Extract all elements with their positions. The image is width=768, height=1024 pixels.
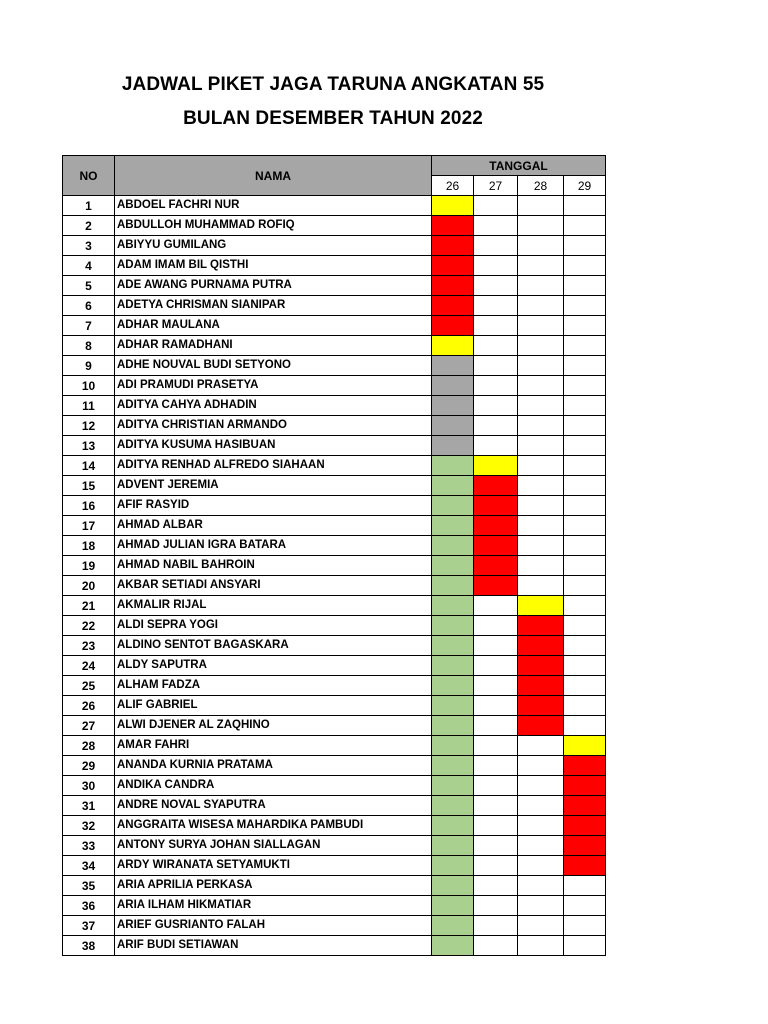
duty-cell-day-26: [432, 376, 474, 396]
duty-cell-day-28: [518, 256, 564, 276]
cadet-name: ARIEF GUSRIANTO FALAH: [115, 916, 432, 936]
duty-cell-day-26: [432, 356, 474, 376]
row-number: 7: [63, 316, 115, 336]
table-row: [63, 496, 606, 516]
duty-cell-day-28: [518, 876, 564, 896]
cadet-name: AHMAD NABIL BAHROIN: [115, 556, 432, 576]
duty-cell-day-28: [518, 456, 564, 476]
duty-cell-day-28: [518, 556, 564, 576]
duty-cell-day-27: [474, 356, 518, 376]
duty-cell-day-27: [474, 496, 518, 516]
duty-cell-day-27: [474, 736, 518, 756]
duty-cell-day-29: [564, 576, 606, 596]
table-row: [63, 396, 606, 416]
row-number: 22: [63, 616, 115, 636]
duty-cell-day-28: [518, 236, 564, 256]
cadet-name: AKBAR SETIADI ANSYARI: [115, 576, 432, 596]
table-row: [63, 836, 606, 856]
cadet-name: ALHAM FADZA: [115, 676, 432, 696]
duty-cell-day-29: [564, 256, 606, 276]
cadet-name: ADITYA KUSUMA HASIBUAN: [115, 436, 432, 456]
duty-cell-day-26: [432, 436, 474, 456]
cadet-name: ADITYA CAHYA ADHADIN: [115, 396, 432, 416]
duty-cell-day-27: [474, 316, 518, 336]
cadet-name: ANANDA KURNIA PRATAMA: [115, 756, 432, 776]
duty-cell-day-29: [564, 796, 606, 816]
duty-cell-day-26: [432, 196, 474, 216]
cadet-name: ADAM IMAM BIL QISTHI: [115, 256, 432, 276]
duty-cell-day-27: [474, 676, 518, 696]
row-number: 19: [63, 556, 115, 576]
duty-cell-day-29: [564, 516, 606, 536]
duty-cell-day-27: [474, 256, 518, 276]
duty-cell-day-27: [474, 376, 518, 396]
row-number: 6: [63, 296, 115, 316]
duty-cell-day-27: [474, 216, 518, 236]
duty-cell-day-26: [432, 896, 474, 916]
row-number: 38: [63, 936, 115, 956]
row-number: 2: [63, 216, 115, 236]
cadet-name: ANDRE NOVAL SYAPUTRA: [115, 796, 432, 816]
duty-cell-day-26: [432, 496, 474, 516]
duty-cell-day-28: [518, 436, 564, 456]
row-number: 33: [63, 836, 115, 856]
duty-cell-day-26: [432, 296, 474, 316]
schedule-table: [62, 155, 606, 956]
cadet-name: ADITYA RENHAD ALFREDO SIAHAAN: [115, 456, 432, 476]
cadet-name: AKMALIR RIJAL: [115, 596, 432, 616]
duty-cell-day-26: [432, 276, 474, 296]
duty-cell-day-29: [564, 936, 606, 956]
duty-cell-day-26: [432, 536, 474, 556]
duty-cell-day-28: [518, 836, 564, 856]
cadet-name: AHMAD ALBAR: [115, 516, 432, 536]
duty-cell-day-29: [564, 616, 606, 636]
row-number: 9: [63, 356, 115, 376]
duty-cell-day-28: [518, 296, 564, 316]
duty-cell-day-26: [432, 816, 474, 836]
duty-cell-day-27: [474, 436, 518, 456]
row-number: 25: [63, 676, 115, 696]
duty-cell-day-27: [474, 476, 518, 496]
duty-cell-day-29: [564, 836, 606, 856]
duty-cell-day-29: [564, 556, 606, 576]
table-row: [63, 416, 606, 436]
duty-cell-day-26: [432, 616, 474, 636]
table-row: [63, 236, 606, 256]
duty-cell-day-27: [474, 896, 518, 916]
cadet-name: ADI PRAMUDI PRASETYA: [115, 376, 432, 396]
duty-cell-day-28: [518, 216, 564, 236]
duty-cell-day-27: [474, 776, 518, 796]
duty-cell-day-26: [432, 636, 474, 656]
duty-cell-day-29: [564, 236, 606, 256]
table-row: [63, 796, 606, 816]
duty-cell-day-26: [432, 756, 474, 776]
duty-cell-day-29: [564, 596, 606, 616]
duty-cell-day-29: [564, 536, 606, 556]
duty-cell-day-29: [564, 476, 606, 496]
cadet-name: AFIF RASYID: [115, 496, 432, 516]
row-number: 24: [63, 656, 115, 676]
duty-cell-day-29: [564, 496, 606, 516]
header-day: 28: [518, 176, 564, 196]
row-number: 27: [63, 716, 115, 736]
table-row: [63, 636, 606, 656]
table-row: [63, 876, 606, 896]
duty-cell-day-26: [432, 876, 474, 896]
duty-cell-day-27: [474, 876, 518, 896]
cadet-name: ADE AWANG PURNAMA PUTRA: [115, 276, 432, 296]
duty-cell-day-26: [432, 236, 474, 256]
duty-cell-day-28: [518, 196, 564, 216]
duty-cell-day-27: [474, 656, 518, 676]
duty-cell-day-28: [518, 696, 564, 716]
row-number: 23: [63, 636, 115, 656]
cadet-name: ALWI DJENER AL ZAQHINO: [115, 716, 432, 736]
table-row: [63, 536, 606, 556]
duty-cell-day-27: [474, 716, 518, 736]
duty-cell-day-28: [518, 496, 564, 516]
header-tanggal: TANGGAL: [432, 156, 606, 176]
duty-cell-day-26: [432, 916, 474, 936]
schedule-body: [63, 196, 606, 956]
duty-cell-day-26: [432, 716, 474, 736]
table-row: [63, 936, 606, 956]
document-subtitle: BULAN DESEMBER TAHUN 2022: [183, 108, 483, 129]
duty-cell-day-28: [518, 416, 564, 436]
duty-cell-day-27: [474, 916, 518, 936]
duty-cell-day-29: [564, 856, 606, 876]
duty-cell-day-29: [564, 756, 606, 776]
table-row: [63, 436, 606, 456]
cadet-name: ADITYA CHRISTIAN ARMANDO: [115, 416, 432, 436]
duty-cell-day-27: [474, 236, 518, 256]
duty-cell-day-26: [432, 216, 474, 236]
duty-cell-day-26: [432, 676, 474, 696]
row-number: 18: [63, 536, 115, 556]
duty-cell-day-28: [518, 396, 564, 416]
duty-cell-day-29: [564, 876, 606, 896]
duty-cell-day-29: [564, 416, 606, 436]
row-number: 30: [63, 776, 115, 796]
duty-cell-day-28: [518, 636, 564, 656]
row-number: 36: [63, 896, 115, 916]
cadet-name: ARIF BUDI SETIAWAN: [115, 936, 432, 956]
duty-cell-day-26: [432, 656, 474, 676]
cadet-name: ADETYA CHRISMAN SIANIPAR: [115, 296, 432, 316]
duty-cell-day-26: [432, 796, 474, 816]
duty-cell-day-29: [564, 716, 606, 736]
duty-cell-day-28: [518, 676, 564, 696]
row-number: 17: [63, 516, 115, 536]
header-no: NO: [63, 156, 115, 196]
table-row: [63, 376, 606, 396]
table-row: [63, 916, 606, 936]
table-row: [63, 816, 606, 836]
table-row: [63, 456, 606, 476]
header-day: 26: [432, 176, 474, 196]
duty-cell-day-26: [432, 556, 474, 576]
duty-cell-day-26: [432, 936, 474, 956]
duty-cell-day-26: [432, 776, 474, 796]
duty-cell-day-26: [432, 476, 474, 496]
cadet-name: ABDULLOH MUHAMMAD ROFIQ: [115, 216, 432, 236]
duty-cell-day-27: [474, 836, 518, 856]
duty-cell-day-29: [564, 776, 606, 796]
cadet-name: ARIA ILHAM HIKMATIAR: [115, 896, 432, 916]
table-row: [63, 336, 606, 356]
row-number: 14: [63, 456, 115, 476]
table-row: [63, 676, 606, 696]
duty-cell-day-28: [518, 536, 564, 556]
duty-cell-day-29: [564, 916, 606, 936]
table-row: [63, 576, 606, 596]
duty-cell-day-29: [564, 676, 606, 696]
duty-cell-day-27: [474, 196, 518, 216]
table-row: [63, 256, 606, 276]
duty-cell-day-29: [564, 276, 606, 296]
row-number: 8: [63, 336, 115, 356]
duty-cell-day-29: [564, 656, 606, 676]
duty-cell-day-26: [432, 576, 474, 596]
duty-cell-day-26: [432, 596, 474, 616]
header-day: 29: [564, 176, 606, 196]
duty-cell-day-28: [518, 376, 564, 396]
duty-cell-day-28: [518, 716, 564, 736]
row-number: 20: [63, 576, 115, 596]
table-row: [63, 716, 606, 736]
row-number: 13: [63, 436, 115, 456]
duty-cell-day-27: [474, 816, 518, 836]
duty-cell-day-27: [474, 416, 518, 436]
header-nama: NAMA: [115, 156, 432, 196]
row-number: 12: [63, 416, 115, 436]
row-number: 29: [63, 756, 115, 776]
row-number: 35: [63, 876, 115, 896]
table-row: [63, 596, 606, 616]
duty-cell-day-26: [432, 516, 474, 536]
cadet-name: ADHAR MAULANA: [115, 316, 432, 336]
duty-cell-day-28: [518, 356, 564, 376]
cadet-name: ANDIKA CANDRA: [115, 776, 432, 796]
duty-cell-day-26: [432, 456, 474, 476]
table-row: [63, 296, 606, 316]
duty-cell-day-27: [474, 276, 518, 296]
duty-cell-day-29: [564, 396, 606, 416]
table-row: [63, 736, 606, 756]
duty-cell-day-27: [474, 696, 518, 716]
table-row: [63, 896, 606, 916]
table-row: [63, 756, 606, 776]
duty-cell-day-29: [564, 336, 606, 356]
duty-cell-day-27: [474, 576, 518, 596]
cadet-name: ANTONY SURYA JOHAN SIALLAGAN: [115, 836, 432, 856]
duty-cell-day-27: [474, 396, 518, 416]
duty-cell-day-26: [432, 336, 474, 356]
duty-cell-day-28: [518, 936, 564, 956]
duty-cell-day-27: [474, 636, 518, 656]
duty-cell-day-28: [518, 756, 564, 776]
cadet-name: ABDOEL FACHRI NUR: [115, 196, 432, 216]
row-number: 26: [63, 696, 115, 716]
cadet-name: ARIA APRILIA PERKASA: [115, 876, 432, 896]
duty-cell-day-28: [518, 276, 564, 296]
cadet-name: ARDY WIRANATA SETYAMUKTI: [115, 856, 432, 876]
row-number: 28: [63, 736, 115, 756]
duty-cell-day-28: [518, 316, 564, 336]
duty-cell-day-28: [518, 656, 564, 676]
duty-cell-day-28: [518, 336, 564, 356]
duty-cell-day-28: [518, 596, 564, 616]
table-row: [63, 516, 606, 536]
duty-cell-day-27: [474, 596, 518, 616]
duty-cell-day-29: [564, 436, 606, 456]
table-row: [63, 356, 606, 376]
cadet-name: ALDY SAPUTRA: [115, 656, 432, 676]
row-number: 1: [63, 196, 115, 216]
duty-cell-day-27: [474, 936, 518, 956]
duty-cell-day-27: [474, 796, 518, 816]
cadet-name: ADVENT JEREMIA: [115, 476, 432, 496]
document-title: JADWAL PIKET JAGA TARUNA ANGKATAN 55: [121, 74, 545, 95]
duty-cell-day-28: [518, 796, 564, 816]
cadet-name: ANGGRAITA WISESA MAHARDIKA PAMBUDI: [115, 816, 432, 836]
row-number: 16: [63, 496, 115, 516]
duty-cell-day-27: [474, 336, 518, 356]
duty-cell-day-29: [564, 376, 606, 396]
duty-cell-day-28: [518, 576, 564, 596]
duty-cell-day-29: [564, 896, 606, 916]
duty-cell-day-27: [474, 616, 518, 636]
cadet-name: AHMAD JULIAN IGRA BATARA: [115, 536, 432, 556]
duty-cell-day-27: [474, 516, 518, 536]
row-number: 32: [63, 816, 115, 836]
cadet-name: ADHAR RAMADHANI: [115, 336, 432, 356]
table-row: [63, 556, 606, 576]
duty-cell-day-28: [518, 736, 564, 756]
row-number: 10: [63, 376, 115, 396]
duty-cell-day-27: [474, 556, 518, 576]
duty-cell-day-28: [518, 516, 564, 536]
duty-cell-day-29: [564, 196, 606, 216]
duty-cell-day-29: [564, 216, 606, 236]
row-number: 5: [63, 276, 115, 296]
cadet-name: AMAR FAHRI: [115, 736, 432, 756]
row-number: 11: [63, 396, 115, 416]
row-number: 3: [63, 236, 115, 256]
duty-cell-day-28: [518, 816, 564, 836]
duty-cell-day-29: [564, 636, 606, 656]
duty-cell-day-27: [474, 856, 518, 876]
duty-cell-day-28: [518, 476, 564, 496]
cadet-name: ALIF GABRIEL: [115, 696, 432, 716]
table-row: [63, 776, 606, 796]
duty-cell-day-29: [564, 456, 606, 476]
cadet-name: ALDINO SENTOT BAGASKARA: [115, 636, 432, 656]
table-row: [63, 276, 606, 296]
duty-cell-day-26: [432, 256, 474, 276]
duty-cell-day-28: [518, 916, 564, 936]
row-number: 31: [63, 796, 115, 816]
duty-cell-day-28: [518, 856, 564, 876]
table-row: [63, 216, 606, 236]
cadet-name: ABIYYU GUMILANG: [115, 236, 432, 256]
duty-cell-day-28: [518, 776, 564, 796]
row-number: 34: [63, 856, 115, 876]
row-number: 15: [63, 476, 115, 496]
table-row: [63, 316, 606, 336]
table-row: [63, 656, 606, 676]
row-number: 4: [63, 256, 115, 276]
duty-cell-day-29: [564, 696, 606, 716]
duty-cell-day-29: [564, 736, 606, 756]
table-row: [63, 196, 606, 216]
cadet-name: ALDI SEPRA YOGI: [115, 616, 432, 636]
row-number: 37: [63, 916, 115, 936]
duty-cell-day-26: [432, 316, 474, 336]
duty-cell-day-26: [432, 836, 474, 856]
table-row: [63, 476, 606, 496]
table-row: [63, 856, 606, 876]
table-row: [63, 616, 606, 636]
header-day: 27: [474, 176, 518, 196]
duty-cell-day-28: [518, 616, 564, 636]
duty-cell-day-29: [564, 296, 606, 316]
table-row: [63, 696, 606, 716]
duty-cell-day-26: [432, 736, 474, 756]
duty-cell-day-27: [474, 296, 518, 316]
duty-cell-day-27: [474, 756, 518, 776]
duty-cell-day-29: [564, 356, 606, 376]
row-number: 21: [63, 596, 115, 616]
cadet-name: ADHE NOUVAL BUDI SETYONO: [115, 356, 432, 376]
duty-cell-day-28: [518, 896, 564, 916]
duty-cell-day-27: [474, 536, 518, 556]
duty-cell-day-26: [432, 856, 474, 876]
duty-cell-day-29: [564, 816, 606, 836]
duty-cell-day-26: [432, 396, 474, 416]
duty-cell-day-29: [564, 316, 606, 336]
duty-cell-day-26: [432, 416, 474, 436]
duty-cell-day-27: [474, 456, 518, 476]
duty-cell-day-26: [432, 696, 474, 716]
